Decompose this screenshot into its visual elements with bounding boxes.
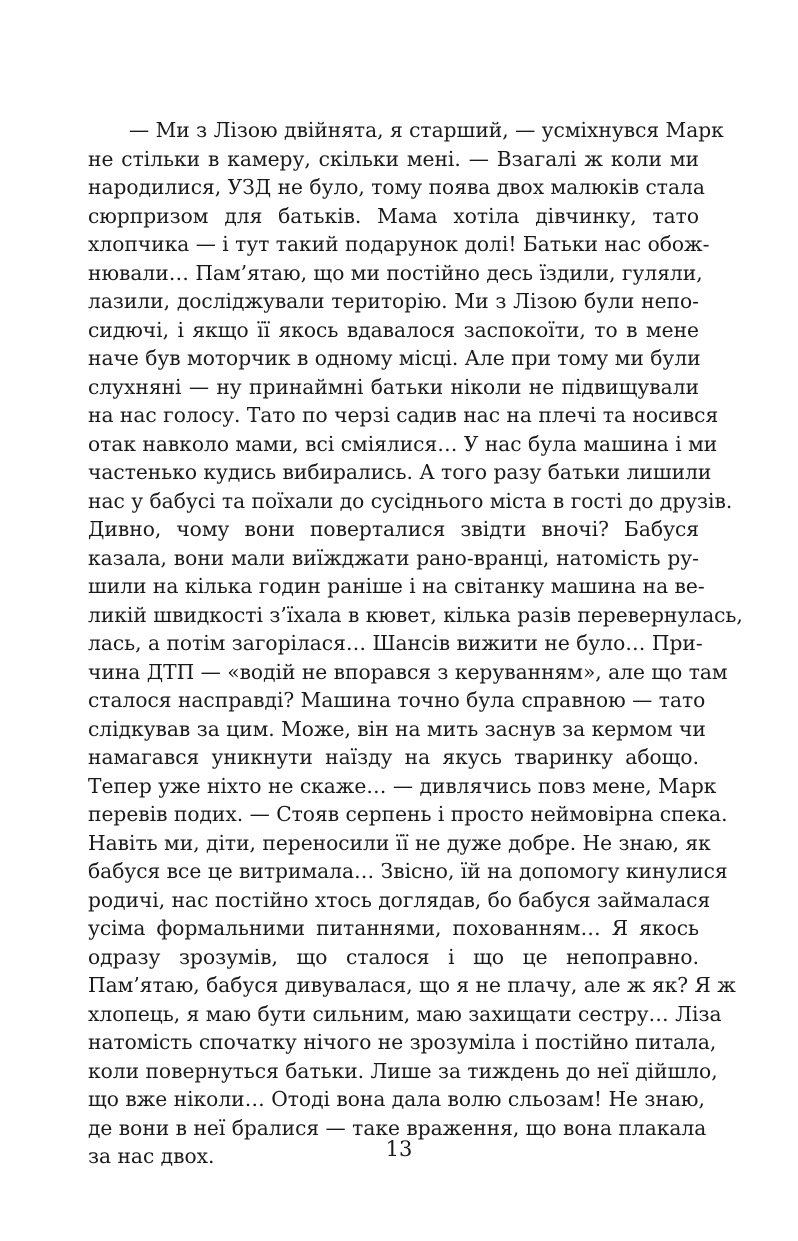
text-line: сидючі, і якщо її якось вдавалося заспокоїти, то в мене (88, 317, 699, 342)
text-line: нювали… Пам’ятаю, що ми постійно десь їздили, гуляли, (88, 260, 703, 285)
text-line: усіма формальними питаннями, похованням… Я якось (88, 916, 699, 940)
text-line: хлопець, я маю бути сильним, маю захищати сестру… Ліза (88, 1001, 722, 1026)
text-line: сталося насправді? Машина точно була справною — тато (88, 688, 706, 712)
text-line: Навіть ми, діти, переносили її не дуже добре. Не знаю, як (88, 830, 711, 855)
page-number: 13 (385, 1137, 413, 1161)
text-line: частенько кудись вибирались. А того разу батьки лишили (88, 460, 712, 484)
text-line: казала, вони мали виїжджати рано-вранці, натомість ру- (88, 545, 699, 570)
text-line: одразу зрозумів, що сталося і що це непоправно. (88, 944, 699, 969)
text-line: лазили, досліджували територію. Ми з Лізою були непо- (88, 289, 699, 313)
text-line: бабуся все це витримала… Звісно, їй на допомогу кинулися (88, 859, 728, 883)
text-line: на нас голосу. Тато по черзі садив нас на плечі та носився (88, 403, 719, 427)
text-line: лась, а потім загорілася… Шансів вижити не було… При- (88, 631, 703, 655)
text-line: намагався уникнути наїзду на якусь тваринку абощо. (88, 745, 699, 769)
text-line: Тепер уже ніхто не скаже… — дивлячись повз мене, Марк (88, 773, 717, 798)
text-line: наче був моторчик в одному місці. Але при тому ми були (88, 346, 701, 370)
text-line: отак навколо мами, всі сміялися… У нас була машина і ми (88, 431, 718, 456)
text-line: Дивно, чому вони поверталися звідти вночі? Бабуся (88, 517, 699, 541)
text-line: народилися, УЗД не було, тому поява двох малюків стала (88, 175, 705, 199)
text-line: не стільки в камеру, скільки мені. — Взагалі ж коли ми (88, 146, 699, 171)
text-line: — Ми з Лізою двійнята, я старший, — усміхнувся Марк (129, 118, 724, 142)
text-line: хлопчика — і тут такий подарунок долі! Батьки нас обож- (88, 232, 710, 256)
text-line: натомість спочатку нічого не зрозуміла і постійно питала, (88, 1030, 717, 1054)
text-line: що вже ніколи… Отоді вона дала волю сльозам! Не знаю, (88, 1087, 705, 1111)
text-line: родичі, нас постійно хтось доглядав, бо бабуся займалася (88, 887, 711, 912)
text-line: за нас двох. (88, 1144, 215, 1168)
text-line: коли повернуться батьки. Лише за тиждень до неї дійшло, (88, 1058, 718, 1083)
body-text (88, 116, 743, 1171)
text-line: слухняні — ну принаймні батьки ніколи не підвищували (88, 374, 699, 399)
text-line: ликій швидкості з’їхала в кювет, кілька разів перевернулась, (88, 602, 743, 627)
text-line: слідкував за цим. Може, він на мить заснув за кермом чи (88, 716, 706, 741)
text-line: нас у бабусі та поїхали до сусіднього міста в гості до друзів. (88, 488, 733, 513)
text-line: шили на кілька годин раніше і на світанку машина на ве- (88, 574, 705, 598)
text-line: перевів подих. — Стояв серпень і просто неймовірна спека. (88, 802, 728, 826)
text-line: чина ДТП — «водій не впорався з керуванням», але що там (88, 659, 728, 684)
text-line: Пам’ятаю, бабуся дивувалася, що я не плачу, але ж як? Я ж (88, 973, 736, 997)
text-line: сюрпризом для батьків. Мама хотіла дівчинку, тато (88, 203, 699, 228)
text-line: де вони в неї бралися — таке враження, що вона плакала (88, 1115, 707, 1140)
